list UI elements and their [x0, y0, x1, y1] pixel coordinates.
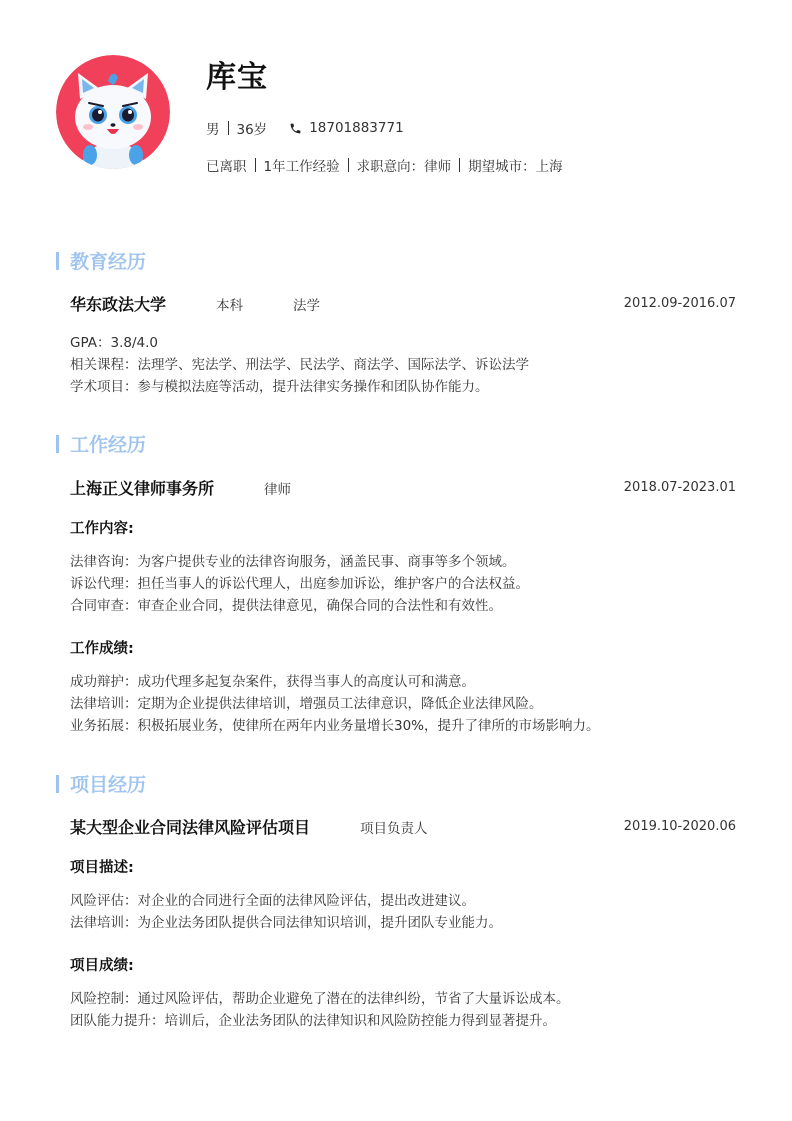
- work-achievement-title: 工作成绩:: [70, 641, 134, 657]
- list-item: 风险评估：对企业的合同进行全面的法律风险评估，提出改进建议。: [70, 893, 475, 909]
- job-intent-line: [206, 155, 563, 175]
- phone-icon: [289, 122, 302, 135]
- list-item: 诉讼代理：担任当事人的诉讼代理人，出庭参加诉讼，维护客户的合法权益。: [70, 576, 529, 592]
- age: 36岁: [236, 122, 268, 138]
- list-item: 团队能力提升：培训后，企业法务团队的法律知识和风险防控能力得到显著提升。: [70, 1013, 556, 1029]
- avatar: [56, 55, 170, 169]
- work-achievement-list: [70, 671, 600, 737]
- project-desc-list: [70, 890, 502, 934]
- section-title-text: 教育经历: [70, 251, 147, 273]
- work-date: 2018.07-2023.01: [623, 480, 736, 495]
- section-title-work: [56, 430, 146, 457]
- list-item: 成功辩护：成功代理多起复杂案件，获得当事人的高度认可和满意。: [70, 674, 475, 690]
- phone-number: 18701883771: [309, 120, 404, 136]
- list-item: 法律培训：定期为企业提供法律培训，增强员工法律意识，降低企业法律风险。: [70, 696, 543, 712]
- major: 法学: [293, 297, 321, 314]
- work-content-list: [70, 551, 529, 617]
- company-name: 上海正义律师事务所: [70, 479, 215, 498]
- basic-info-line: [206, 118, 404, 138]
- divider: [255, 158, 256, 172]
- section-accent-bar: [56, 435, 59, 453]
- divider: [459, 158, 460, 172]
- job-role: 律师: [264, 481, 292, 498]
- list-item: 学术项目：参与模拟法庭等活动，提升法律实务操作和团队协作能力。: [70, 379, 489, 395]
- section-accent-bar: [56, 252, 59, 270]
- divider: [348, 158, 349, 172]
- work-header: [70, 476, 736, 499]
- list-item: 业务拓展：积极拓展业务，使律所在两年内业务量增长30%，提升了律所的市场影响力。: [70, 718, 600, 734]
- education-details: [70, 332, 529, 398]
- project-achievement-title: 项目成绩:: [70, 958, 134, 974]
- list-item: 法律培训：为企业法务团队提供合同法律知识培训，提升团队专业能力。: [70, 915, 502, 931]
- cat-mascot-avatar-icon: [56, 55, 170, 169]
- list-item: 合同审查：审查企业合同，提供法律意见，确保合同的合法性和有效性。: [70, 598, 502, 614]
- section-title-text: 工作经历: [70, 434, 147, 456]
- list-item: GPA：3.8/4.0: [70, 335, 158, 351]
- list-item: 法律咨询：为客户提供专业的法律咨询服务，涵盖民事、商事等多个领域。: [70, 554, 516, 570]
- section-accent-bar: [56, 775, 59, 793]
- project-date: 2019.10-2020.06: [623, 819, 736, 834]
- project-role: 项目负责人: [360, 820, 428, 837]
- gender: 男: [206, 122, 220, 138]
- employment-status: 已离职: [206, 159, 247, 175]
- project-header: [70, 815, 736, 838]
- education-header: [70, 292, 736, 315]
- work-content-title: 工作内容:: [70, 521, 134, 537]
- section-title-education: [56, 247, 146, 274]
- divider: [228, 121, 229, 135]
- section-title-project: [56, 770, 146, 797]
- work-experience-years: 1年工作经验: [263, 159, 340, 175]
- expected-city: 期望城市：上海: [468, 159, 563, 175]
- project-achievement-list: [70, 988, 570, 1032]
- project-desc-title: 项目描述:: [70, 860, 134, 876]
- education-date: 2012.09-2016.07: [623, 296, 736, 311]
- school-name: 华东政法大学: [70, 295, 167, 314]
- list-item: 风险控制：通过风险评估，帮助企业避免了潜在的法律纠纷，节省了大量诉讼成本。: [70, 991, 570, 1007]
- candidate-name: 库宝: [206, 60, 268, 95]
- project-name: 某大型企业合同法律风险评估项目: [70, 818, 311, 837]
- degree: 本科: [216, 297, 244, 314]
- list-item: 相关课程：法理学、宪法学、刑法学、民法学、商法学、国际法学、诉讼法学: [70, 357, 529, 373]
- phone-info: [289, 120, 403, 136]
- section-title-text: 项目经历: [70, 774, 147, 796]
- job-intention: 求职意向：律师: [356, 159, 452, 175]
